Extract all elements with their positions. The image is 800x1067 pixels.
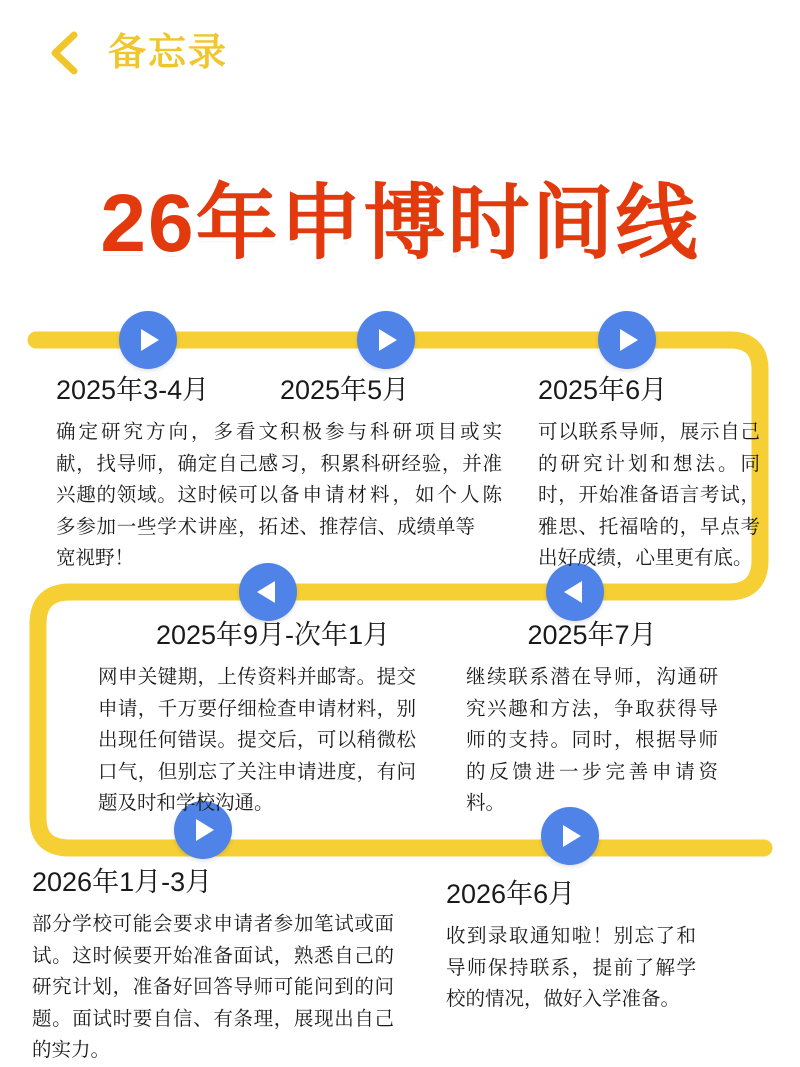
- timeline-marker-2: [357, 311, 415, 369]
- timeline-marker-1: [119, 311, 177, 369]
- entry-title: 2025年3-4月: [56, 375, 210, 405]
- entry-body: 收到录取通知啦！别忘了和导师保持联系，提前了解学校的情况，做好入学准备。: [446, 925, 696, 1011]
- play-triangle-icon: [196, 819, 214, 841]
- page-title: 备忘录: [108, 32, 229, 74]
- play-triangle-icon: [620, 329, 638, 351]
- play-triangle-icon: [141, 329, 159, 351]
- timeline-entry: [280, 368, 502, 543]
- entry-body: 确定研究方向，多看文献，找导师，确定自己感兴趣的领域。这时候可以多参加一些学术讲座，拓宽视野！: [56, 421, 278, 570]
- entry-body: 可以联系导师，展示自己的研究计划和想法。同时，开始准备语言考试，雅思、托福啥的，早点考出好成绩，心里更有底。: [538, 421, 760, 570]
- play-triangle-icon: [379, 329, 397, 351]
- entry-title: 2025年5月: [280, 375, 410, 405]
- entry-title: 2026年1月-3月: [32, 867, 213, 897]
- timeline-entry: [538, 368, 760, 575]
- entry-title: 2025年9月-次年1月: [155, 620, 391, 650]
- entry-title: 2025年7月: [527, 620, 657, 650]
- entry-title: 2026年6月: [446, 879, 576, 909]
- timeline-entry: [32, 860, 394, 1067]
- entry-body: 继续联系潜在导师，沟通研究兴趣和方法，争取获得导师的支持。同时，根据导师的反馈进一步完善申请资料。: [466, 666, 718, 815]
- entry-body: 积极参与科研项目或实习，积累科研经验，并准备申请材料，如个人陈述、推荐信、成绩单等: [280, 421, 502, 538]
- play-triangle-icon: [257, 581, 275, 603]
- page-header: [48, 30, 228, 76]
- timeline-entry: [446, 872, 696, 1016]
- entry-body: 网申关键期，上传资料并邮寄。提交申请，千万要仔细检查申请材料，别出现任何错误。提交后，可以稍微松口气，但别忘了关注申请进度，有问题及时和学校沟通。: [98, 666, 416, 815]
- entry-body: 部分学校可能会要求申请者参加笔试或面试。这时候要开始准备面试，熟悉自己的研究计划，准备好回答导师可能问到的问题。面试时要自信、有条理，展现出自己的实力。: [32, 913, 394, 1062]
- entry-title: 2025年6月: [538, 375, 668, 405]
- timeline-entry: [98, 613, 416, 820]
- play-triangle-icon: [563, 825, 581, 847]
- timeline-entry: [466, 613, 718, 820]
- main-heading: 26年申博时间线: [100, 178, 700, 269]
- timeline-marker-3: [598, 311, 656, 369]
- play-triangle-icon: [564, 581, 582, 603]
- timeline-entry: [56, 368, 278, 575]
- chevron-left-icon[interactable]: [48, 30, 82, 76]
